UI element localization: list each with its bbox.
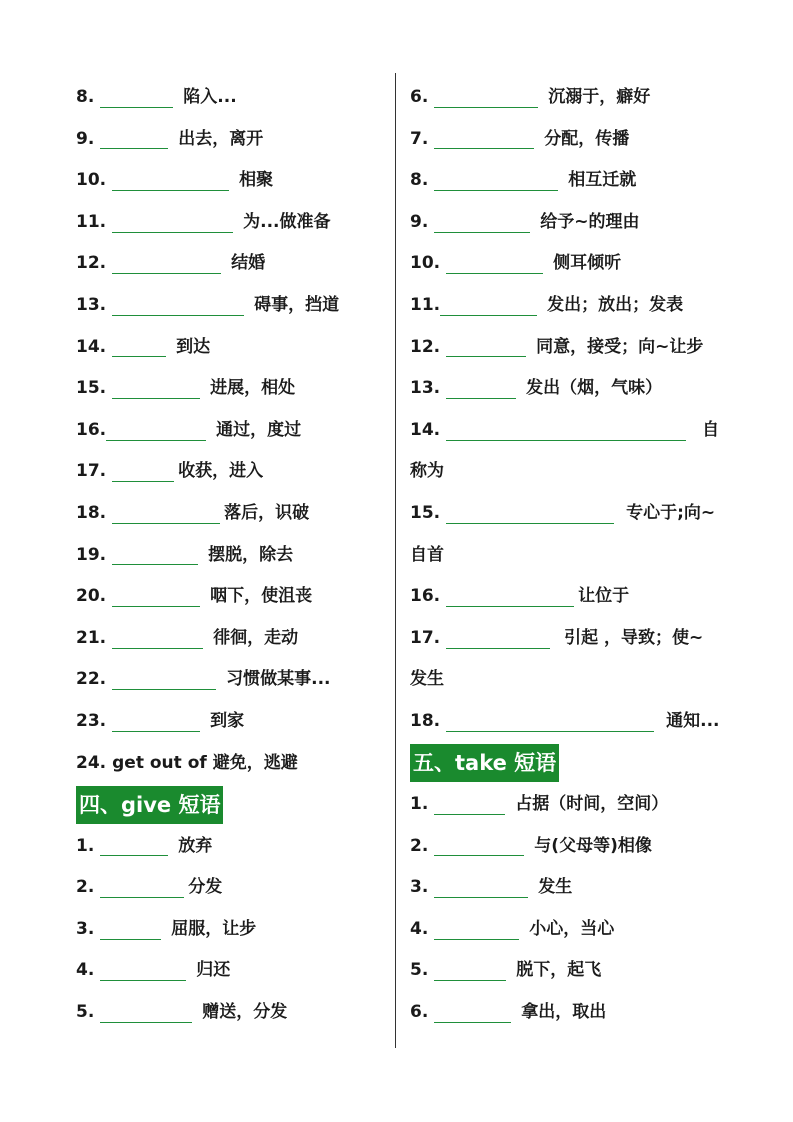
list-item: 5. 赠送，分发 (76, 1002, 288, 1023)
list-item: 17. 引起 ，导致；使~ (410, 627, 704, 648)
section-heading-take: 五、take 短语 (410, 744, 559, 782)
answer-blank[interactable] (112, 254, 221, 274)
answer-blank[interactable] (440, 296, 537, 316)
list-item-continuation: 发生 (410, 669, 444, 690)
list-item: 2. 分发 (76, 877, 223, 898)
list-item: 14. 自 (410, 419, 720, 440)
section-heading-row (76, 784, 386, 826)
list-item: 9. 给予~的理由 (410, 211, 640, 232)
answer-blank[interactable] (100, 878, 184, 898)
list-item: 20. 咽下，使沮丧 (76, 586, 313, 607)
list-item: 9. 出去，离开 (76, 128, 264, 149)
answer-blank[interactable] (100, 961, 186, 981)
list-item: 14. 到达 (76, 336, 211, 357)
list-item: 12. 同意，接受；向~让步 (410, 336, 704, 357)
list-item: 4. 归还 (76, 960, 231, 981)
list-item: 13. 碍事，挡道 (76, 294, 340, 315)
answer-blank[interactable] (446, 254, 543, 274)
right-column (410, 77, 722, 1034)
list-item: 4. 小心，当心 (410, 918, 615, 939)
list-item: 22. 习惯做某事... (76, 669, 331, 690)
list-item: 8. 陷入... (76, 87, 237, 107)
list-item: 11. 发出；放出；发表 (410, 294, 684, 315)
section-heading-give: 四、give 短语 (76, 786, 223, 824)
answer-blank[interactable] (100, 129, 168, 149)
answer-blank[interactable] (112, 337, 166, 357)
answer-blank[interactable] (112, 587, 200, 607)
answer-blank[interactable] (112, 379, 200, 399)
answer-blank[interactable] (434, 961, 506, 981)
list-item: 6. 沉溺于，癖好 (410, 87, 651, 107)
answer-blank[interactable] (434, 878, 528, 898)
list-item-continuation: 称为 (410, 461, 444, 482)
answer-blank[interactable] (112, 171, 229, 191)
answer-blank[interactable] (106, 421, 206, 441)
list-item: 18. 落后，识破 (76, 502, 310, 523)
list-item: 8. 相互迁就 (410, 170, 637, 191)
answer-blank[interactable] (100, 88, 173, 108)
list-item: 7. 分配，传播 (410, 128, 630, 149)
list-item: 24. get out of 避免，逃避 (76, 752, 298, 773)
answer-blank[interactable] (434, 1003, 511, 1023)
column-divider (395, 73, 396, 1048)
list-item: 16. 通过，度过 (76, 419, 302, 440)
answer-blank[interactable] (446, 504, 614, 524)
list-item: 11. 为...做准备 (76, 211, 331, 232)
left-column (76, 77, 386, 1034)
list-item: 10. 相聚 (76, 170, 274, 191)
list-item: 18. 通知... (410, 710, 720, 731)
list-item: 23. 到家 (76, 710, 245, 731)
list-item: 21. 徘徊，走动 (76, 627, 299, 648)
list-item: 15. 进展，相处 (76, 378, 296, 399)
answer-blank[interactable] (446, 587, 574, 607)
list-item-continuation: 自首 (410, 544, 444, 565)
list-item: 3. 屈服，让步 (76, 918, 257, 939)
answer-blank[interactable] (112, 213, 233, 233)
answer-blank[interactable] (434, 129, 534, 149)
answer-blank[interactable] (112, 629, 203, 649)
list-item: 3. 发生 (410, 877, 573, 898)
list-item: 2. 与(父母等)相像 (410, 835, 652, 856)
answer-blank[interactable] (434, 795, 505, 815)
list-item: 12. 结婚 (76, 253, 266, 274)
answer-blank[interactable] (100, 1003, 192, 1023)
answer-blank[interactable] (446, 379, 516, 399)
answer-blank[interactable] (112, 670, 216, 690)
answer-blank[interactable] (112, 462, 174, 482)
list-item: 5. 脱下，起飞 (410, 960, 602, 981)
answer-blank[interactable] (434, 836, 524, 856)
answer-blank[interactable] (112, 545, 198, 565)
list-item: 1. 占据（时间，空间） (410, 794, 669, 815)
answer-blank[interactable] (100, 836, 168, 856)
answer-blank[interactable] (112, 712, 200, 732)
answer-blank[interactable] (434, 88, 538, 108)
section-heading-row (410, 743, 722, 785)
list-item: 13. 发出（烟，气味） (410, 378, 663, 399)
answer-blank[interactable] (112, 504, 220, 524)
answer-blank[interactable] (446, 337, 526, 357)
answer-blank[interactable] (446, 712, 654, 732)
answer-blank[interactable] (434, 920, 519, 940)
list-item: 10. 侧耳倾听 (410, 253, 622, 274)
answer-blank[interactable] (434, 213, 530, 233)
list-item: 16. 让位于 (410, 586, 630, 607)
answer-blank[interactable] (112, 296, 244, 316)
answer-blank[interactable] (100, 920, 161, 940)
list-item: 1. 放弃 (76, 835, 213, 856)
list-item: 19. 摆脱，除去 (76, 544, 294, 565)
list-item: 15. 专心于;向~ (410, 502, 716, 523)
list-item: 17. 收获，进入 (76, 461, 264, 482)
answer-blank[interactable] (446, 421, 686, 441)
answer-blank[interactable] (446, 629, 550, 649)
answer-blank[interactable] (434, 171, 558, 191)
list-item: 6. 拿出，取出 (410, 1002, 607, 1023)
